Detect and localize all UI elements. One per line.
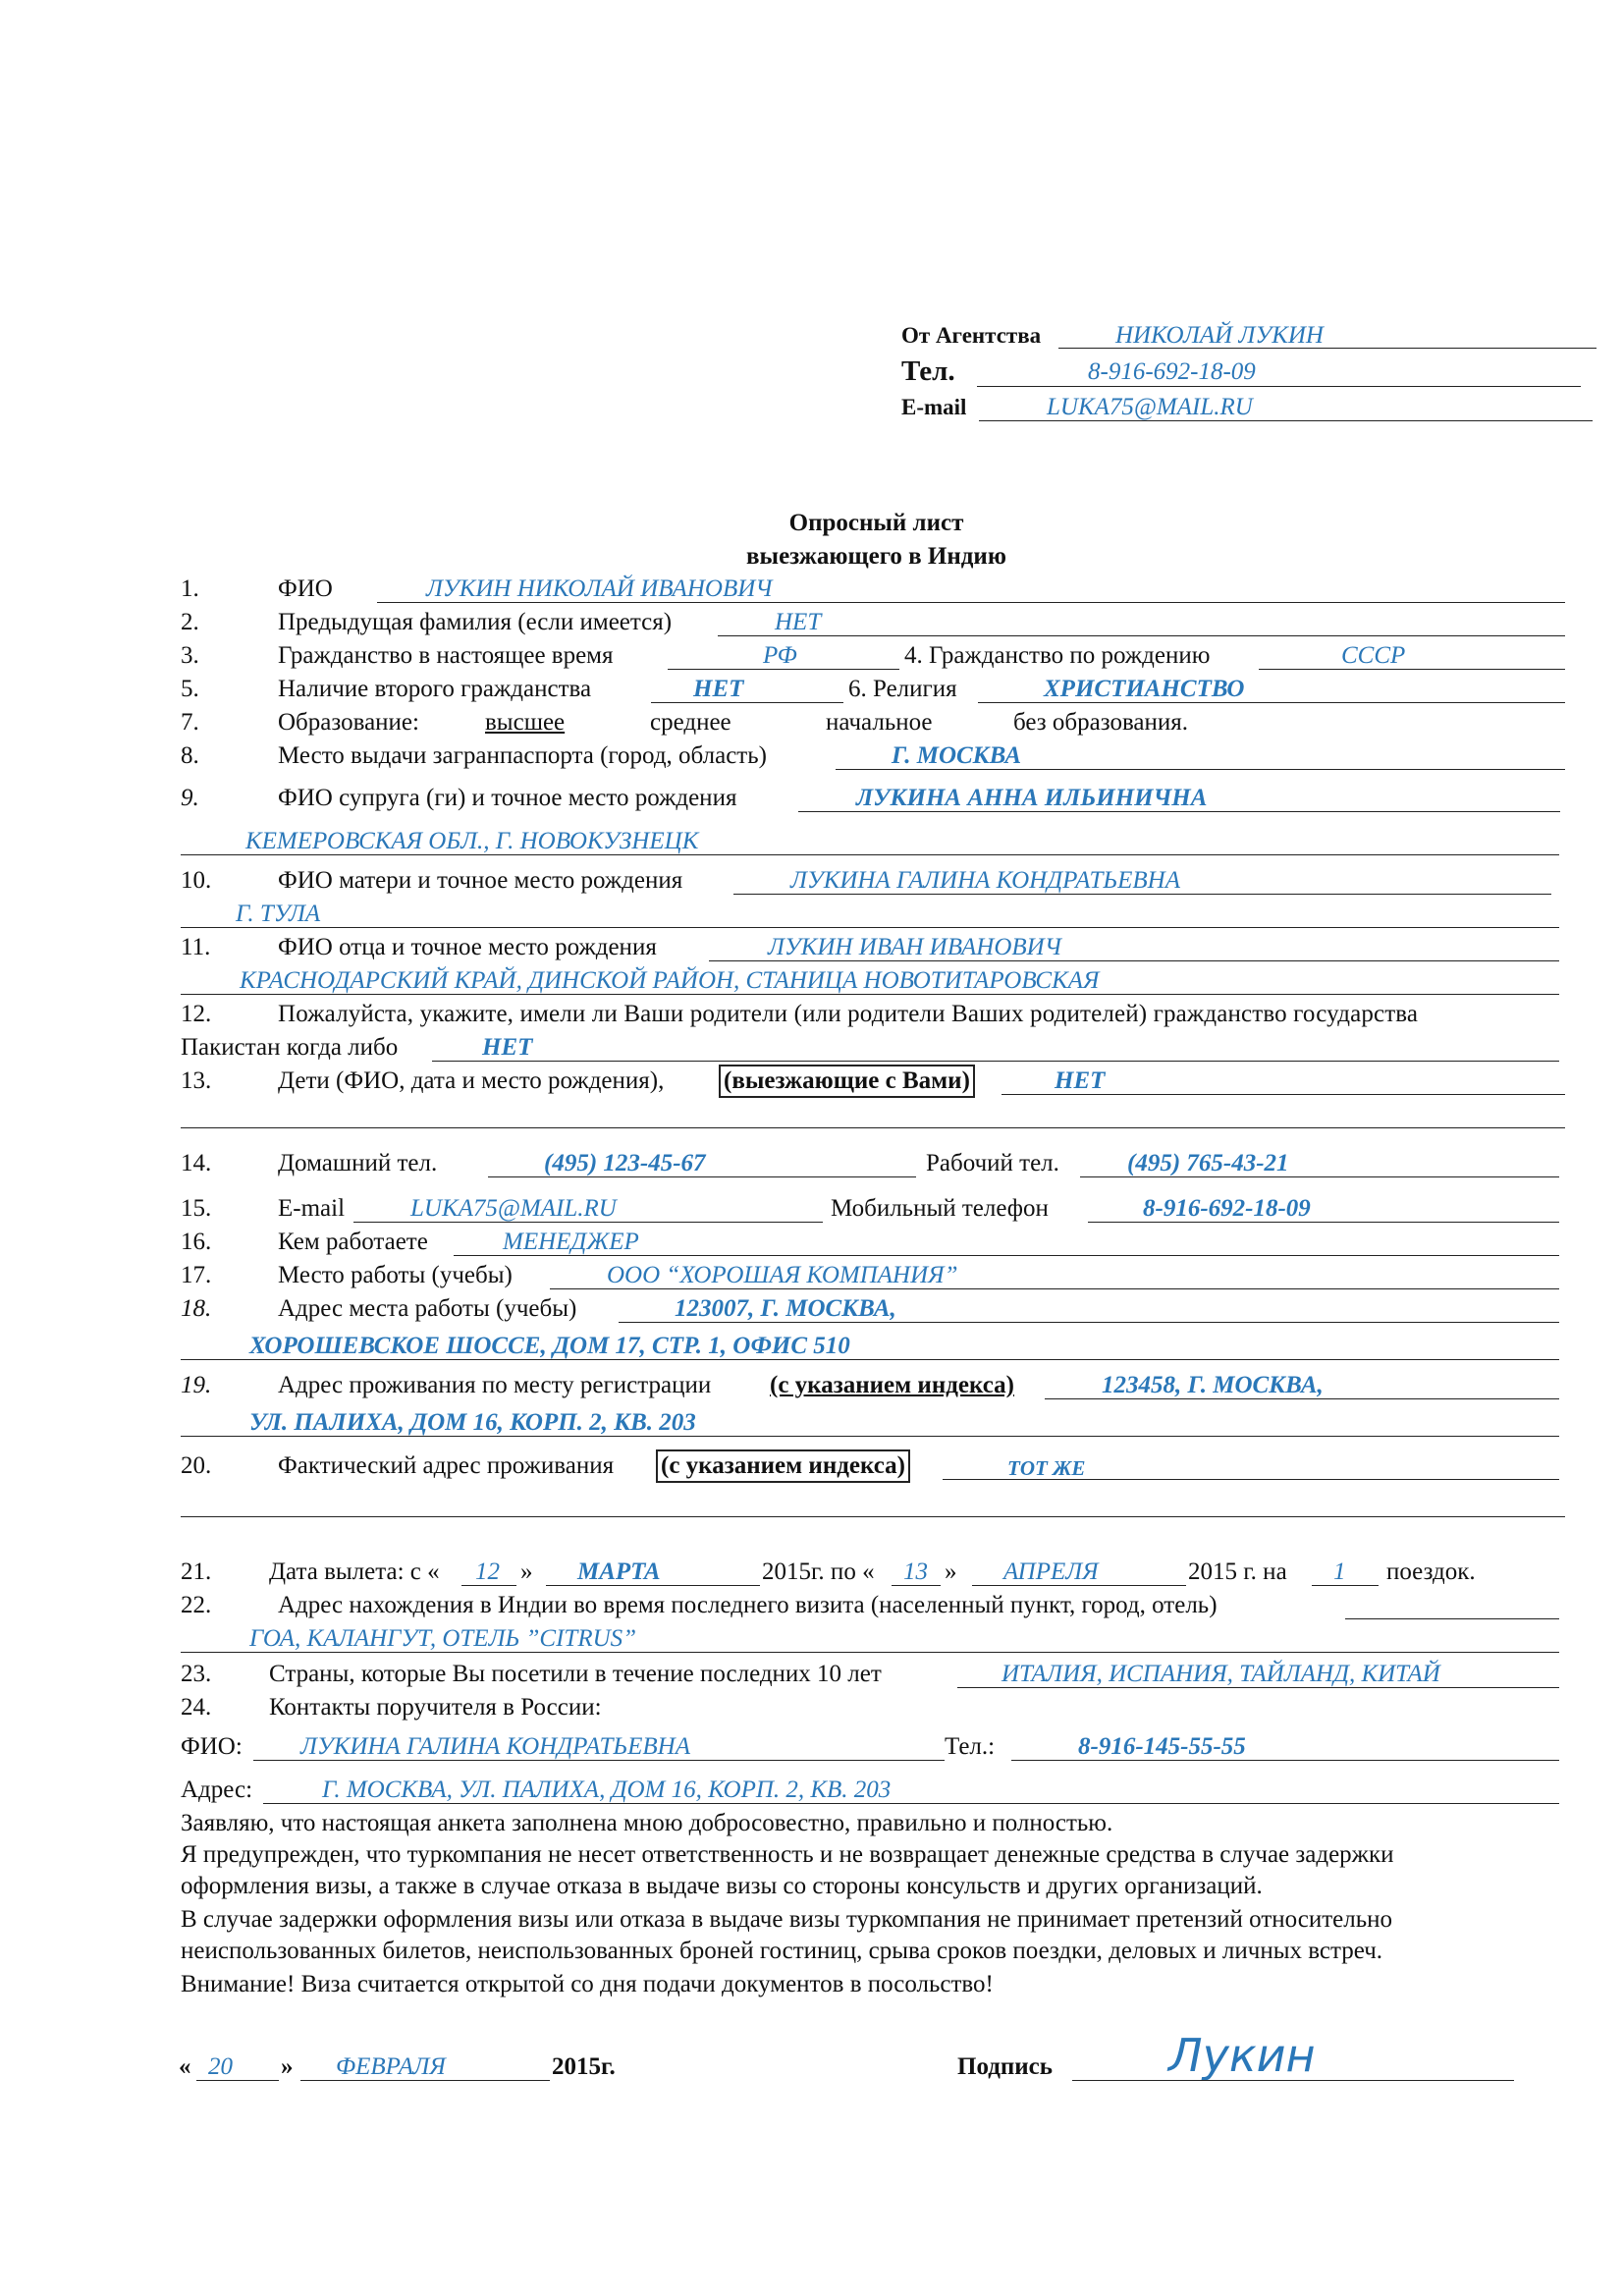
underline-rule <box>181 994 1559 995</box>
footer-open-quote: « <box>179 2053 191 2080</box>
statement-p2b: оформления визы, а также в случае отказа в выдаче визы со стороны консульств и других организаций. <box>181 1873 1263 1899</box>
q8-value: Г. МОСКВА <box>892 742 1022 769</box>
footer-month: ФЕВРАЛЯ <box>336 2053 446 2080</box>
statement-p3b: неиспользованных билетов, неиспользованных броней гостиниц, срыва сроков поездки, деловых и личных встреч. <box>181 1938 1383 1964</box>
underline-rule <box>972 1585 1186 1586</box>
q24-addr-value: Г. МОСКВА, УЛ. ПАЛИХА, ДОМ 16, КОРП. 2, КВ. 203 <box>322 1777 892 1803</box>
q24-fio-label: ФИО: <box>181 1733 243 1760</box>
q10-number: 10. <box>181 867 212 894</box>
q21-label: Дата вылета: с « <box>269 1558 440 1585</box>
q1-label: ФИО <box>278 575 333 602</box>
q3-label: Гражданство в настоящее время <box>278 642 614 669</box>
agency-tel-value: 8-916-692-18-09 <box>1088 358 1256 385</box>
q18-value: 123007, Г. МОСКВА, <box>675 1295 896 1322</box>
q9-label: ФИО супруга (ги) и точное место рождения <box>278 785 737 811</box>
underline-rule <box>196 2080 279 2081</box>
q20-label: Фактический адрес проживания <box>278 1452 615 1479</box>
q12-label: Пожалуйста, укажите, имели ли Ваши родители (или родители Ваших родителей) гражданство государства <box>278 1001 1419 1027</box>
underline-rule <box>181 854 1559 855</box>
q15-label: E-mail <box>278 1195 346 1222</box>
q22-number: 22. <box>181 1592 212 1618</box>
underline-rule <box>488 1176 916 1177</box>
q21-day2: 13 <box>903 1558 928 1585</box>
underline-rule <box>263 1803 1559 1804</box>
underline-rule <box>1011 1760 1559 1761</box>
q19-label: Адрес проживания по месту регистрации <box>278 1372 712 1398</box>
q5-label: Наличие второго гражданства <box>278 676 592 702</box>
q11-label: ФИО отца и точное место рождения <box>278 934 657 960</box>
q22-label: Адрес нахождения в Индии во время последнего визита (населенный пункт, город, отель) <box>278 1592 1218 1618</box>
underline-rule <box>651 702 843 703</box>
q20-boxed: (с указанием индекса) <box>656 1449 910 1483</box>
q8-label: Место выдачи загранпаспорта (город, область) <box>278 742 767 769</box>
underline-rule <box>836 769 1565 770</box>
underline-rule <box>1045 1398 1559 1399</box>
q16-value: МЕНЕДЖЕР <box>503 1229 639 1255</box>
q9-value: ЛУКИНА АННА ИЛЬИНИЧНА <box>856 785 1208 811</box>
q7-number: 7. <box>181 709 199 736</box>
q24-fio-value: ЛУКИНА ГАЛИНА КОНДРАТЬЕВНА <box>300 1733 691 1760</box>
underline-rule <box>546 1585 760 1586</box>
q13-boxed: (выезжающие с Вами) <box>719 1065 975 1098</box>
q16-number: 16. <box>181 1229 212 1255</box>
q21-year1: 2015г. по « <box>762 1558 875 1585</box>
underline-rule <box>977 386 1581 387</box>
underline-rule <box>550 1288 1559 1289</box>
q19-value-line2: УЛ. ПАЛИХА, ДОМ 16, КОРП. 2, КВ. 203 <box>249 1409 696 1436</box>
q6-label: 6. Религия <box>848 676 957 702</box>
underline-rule <box>1001 1094 1565 1095</box>
q3-number: 3. <box>181 642 199 669</box>
q24-number: 24. <box>181 1694 212 1721</box>
underline-rule <box>181 1516 1565 1517</box>
q6-value: ХРИСТИАНСТВО <box>1044 676 1245 702</box>
q24-tel-value: 8-916-145-55-55 <box>1078 1733 1246 1760</box>
q2-value: НЕТ <box>775 609 822 635</box>
underline-rule <box>377 602 1565 603</box>
statement-p4: Внимание! Виза считается открытой со дня подачи документов в посольство! <box>181 1971 994 1997</box>
q4-value: СССР <box>1341 642 1406 669</box>
agency-tel-label: Тел. <box>901 355 955 387</box>
q9-number: 9. <box>181 785 199 811</box>
q7-option-none: без образования. <box>1013 709 1189 736</box>
underline-rule <box>181 1652 1559 1653</box>
q5-value: НЕТ <box>693 676 744 702</box>
q12-number: 12. <box>181 1001 212 1027</box>
q10-label: ФИО матери и точное место рождения <box>278 867 683 894</box>
underline-rule <box>1058 348 1597 349</box>
q7-label: Образование: <box>278 709 419 736</box>
q9-value-line2: КЕМЕРОВСКАЯ ОБЛ., Г. НОВОКУЗНЕЦК <box>245 828 699 854</box>
q24-addr-label: Адрес: <box>181 1777 253 1803</box>
q15-number: 15. <box>181 1195 212 1222</box>
q11-value: ЛУКИН ИВАН ИВАНОВИЧ <box>768 934 1061 960</box>
q12-value: НЕТ <box>482 1034 533 1061</box>
q24-label: Контакты поручителя в России: <box>269 1694 602 1721</box>
q7-option-secondary: среднее <box>650 709 731 736</box>
q13-number: 13. <box>181 1067 212 1094</box>
underline-rule <box>1088 1222 1559 1223</box>
agency-email-value: LUKA75@MAIL.RU <box>1047 394 1253 420</box>
q7-option-higher: высшее <box>485 709 566 736</box>
underline-rule <box>1072 2080 1514 2081</box>
q11-number: 11. <box>181 934 211 960</box>
q10-value-line2: Г. ТУЛА <box>236 901 321 927</box>
q14-label: Домашний тел. <box>278 1150 438 1176</box>
underline-rule <box>619 1322 1559 1323</box>
underline-rule <box>979 420 1593 421</box>
underline-rule <box>1345 1618 1559 1619</box>
q11-value-line2: КРАСНОДАРСКИЙ КРАЙ, ДИНСКОЙ РАЙОН, СТАНИЦА НОВОТИТАРОВСКАЯ <box>240 967 1100 994</box>
q20-value: ТОТ ЖЕ <box>1007 1456 1086 1480</box>
underline-rule <box>300 2080 550 2081</box>
q23-number: 23. <box>181 1661 212 1687</box>
q21-number: 21. <box>181 1558 212 1585</box>
q23-label: Страны, которые Вы посетили в течение последних 10 лет <box>269 1661 882 1687</box>
q4-label: 4. Гражданство по рождению <box>904 642 1211 669</box>
q19-value: 123458, Г. МОСКВА, <box>1102 1372 1324 1398</box>
q16-label: Кем работаете <box>278 1229 428 1255</box>
q13-label: Дети (ФИО, дата и место рождения), <box>278 1067 665 1094</box>
underline-rule <box>978 702 1565 703</box>
footer-day: 20 <box>208 2053 233 2080</box>
underline-rule <box>181 1436 1559 1437</box>
underline-rule <box>454 1255 1559 1256</box>
q21-quote2: » <box>945 1558 957 1585</box>
q1-value: ЛУКИН НИКОЛАЙ ИВАНОВИЧ <box>426 575 773 602</box>
q14-number: 14. <box>181 1150 212 1176</box>
q5-number: 5. <box>181 676 199 702</box>
underline-rule <box>353 1222 823 1223</box>
signature: Лукин <box>1168 2029 1316 2082</box>
statement-p2a: Я предупрежден, что туркомпания не несет ответственность и не возвращает денежные средства в случае задержки <box>181 1841 1394 1868</box>
q21-trips-label: поездок. <box>1386 1558 1476 1585</box>
q21-month2: АПРЕЛЯ <box>1003 1558 1099 1585</box>
q2-label: Предыдущая фамилия (если имеется) <box>278 609 673 635</box>
q7-option-primary: начальное <box>826 709 933 736</box>
q18-number: 18. <box>181 1295 212 1322</box>
signature-label: Подпись <box>957 2053 1053 2080</box>
q15-label2: Мобильный телефон <box>831 1195 1049 1222</box>
q21-day1: 12 <box>475 1558 500 1585</box>
q24-tel-label: Тел.: <box>945 1733 996 1760</box>
underline-rule <box>181 927 1559 928</box>
q23-value: ИТАЛИЯ, ИСПАНИЯ, ТАЙЛАНД, КИТАЙ <box>1001 1661 1440 1687</box>
q18-value-line2: ХОРОШЕВСКОЕ ШОССЕ, ДОМ 17, СТР. 1, ОФИС 510 <box>249 1333 850 1359</box>
underline-rule <box>1080 1176 1559 1177</box>
page-subtitle: выезжающего в Индию <box>746 543 1006 570</box>
q21-month1: МАРТА <box>577 1558 661 1585</box>
underline-rule <box>432 1061 1559 1062</box>
footer-year: 2015г. <box>552 2053 616 2080</box>
q21-quote1: » <box>520 1558 533 1585</box>
q3-value: РФ <box>763 642 797 669</box>
underline-rule <box>733 894 1551 895</box>
underline-rule <box>957 1687 1559 1688</box>
underline-rule <box>181 1359 1559 1360</box>
underline-rule <box>1259 669 1565 670</box>
agency-from-label: От Агентства <box>901 323 1042 348</box>
agency-email-label: E-mail <box>901 395 967 419</box>
q17-value: ООО “ХОРОШАЯ КОМПАНИЯ” <box>607 1262 958 1288</box>
q20-number: 20. <box>181 1452 212 1479</box>
underline-rule <box>181 1127 1565 1128</box>
q17-number: 17. <box>181 1262 212 1288</box>
underline-rule <box>1312 1585 1379 1586</box>
q12-label-line2: Пакистан когда либо <box>181 1034 399 1061</box>
footer-close-quote: » <box>281 2053 294 2080</box>
statement-p3a: В случае задержки оформления визы или отказа в выдаче визы туркомпания не принимает претензий относительно <box>181 1906 1392 1933</box>
q14-label2: Рабочий тел. <box>926 1150 1059 1176</box>
underline-rule <box>798 811 1560 812</box>
q2-number: 2. <box>181 609 199 635</box>
underline-rule <box>892 1585 941 1586</box>
statement-p1: Заявляю, что настоящая анкета заполнена мною добросовестно, правильно и полностью. <box>181 1810 1113 1836</box>
q21-trips: 1 <box>1333 1558 1346 1585</box>
q10-value: ЛУКИНА ГАЛИНА КОНДРАТЬЕВНА <box>790 867 1181 894</box>
q18-label: Адрес места работы (учебы) <box>278 1295 577 1322</box>
q19-number: 19. <box>181 1372 212 1398</box>
page-title: Опросный лист <box>788 510 964 536</box>
underline-rule <box>943 1479 1559 1480</box>
q13-value: НЕТ <box>1055 1067 1106 1094</box>
q15-value: LUKA75@MAIL.RU <box>410 1195 617 1222</box>
q17-label: Место работы (учебы) <box>278 1262 513 1288</box>
underline-rule <box>718 635 1565 636</box>
underline-rule <box>668 669 899 670</box>
q22-value: ГОА, КАЛАНГУТ, ОТЕЛЬ ”CITRUS” <box>249 1625 637 1652</box>
q14-value2: (495) 765-43-21 <box>1127 1150 1289 1176</box>
q1-number: 1. <box>181 575 199 602</box>
agency-from-value: НИКОЛАЙ ЛУКИН <box>1115 322 1324 349</box>
q14-value: (495) 123-45-67 <box>544 1150 706 1176</box>
q8-number: 8. <box>181 742 199 769</box>
q15-value2: 8-916-692-18-09 <box>1143 1195 1311 1222</box>
q21-year2: 2015 г. на <box>1188 1558 1287 1585</box>
q19-boxed: (с указанием индекса) <box>770 1372 1014 1398</box>
underline-rule <box>253 1760 945 1761</box>
underline-rule <box>709 960 1559 961</box>
underline-rule <box>461 1585 516 1586</box>
